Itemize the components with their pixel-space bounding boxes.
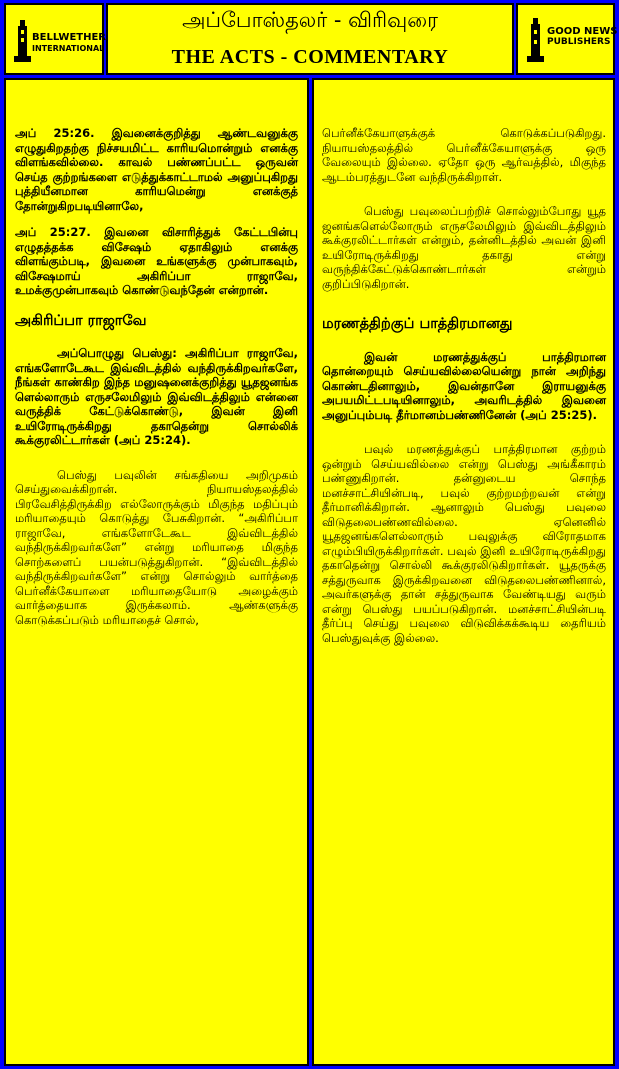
commentary-paragraph-2: பெர்னீக்கேயாளுக்குக் கொடுக்கப்படுகிறது. நியாயஸ்தலத்தில் பெர்னீக்கேயாளுக்கு ஒரு வேலையும் இல்லை. ஏதோ ஒரு ஆர்வத்தில், மிகுந்த ஆடம்பரத்துடனே வந்திருக்கிறாள். xyxy=(322,126,606,184)
verse-25-26: அப் 25:26. இவனைக்குறித்து ஆண்டவனுக்கு எழுதுகிறதற்கு நிச்சயமிட்ட காரியமொன்றும் எனக்கு விளங்கவில்லை. காவல் பண்ணப்பட்ட ஒருவன் செய்த குற்றங்களை எடுத்துக்காட்டாமல் அனுப்புகிறது புத்தியீனமான காரியமென்று எனக்குத் தோன்றுகிறபடியினாலே, xyxy=(15,126,298,213)
section-heading-agrippa: அகிரிப்பா ராஜாவே xyxy=(15,312,147,329)
verse-25-27: அப் 25:27. இவனை விசாரித்துக் கேட்டபின்பு எழுதத்தக்க விசேஷம் ஏதாகிலும் எனக்கு விளங்கும்படி, இவனை உங்களுக்கு முன்பாகவும், விசேஷமாய் அகிரிப்பா ராஜாவே, உமக்குமுன்பாகவும் கொண்டுவந்தேன் என்றான். xyxy=(15,225,298,297)
bellwether-logo-icon xyxy=(12,20,34,62)
verse-25-25: இவன் மரணத்துக்குப் பாத்திரமான தொன்றையும் செய்யவில்லையென்று நான் அறிந்து கொண்டதினாலும், இவன்தானே இராயனுக்கு அபயமிட்டபடியினாலும், அவரிடத்தில் இவனை அனுப்பும்படி தீர்மானம்பண்ணினேன் (அப் 25:25). xyxy=(322,349,606,422)
commentary-paragraph-3: பெஸ்து பவுலைப்பற்றிச் சொல்லும்போது யூத ஜனங்களெல்லோரும் எருசலேமிலும் இவ்விடத்திலும் கூக்குரலிட்டார்கள் என்றும், தன்னிடத்தில் அவன் இனி உயிரோடிருக்கிறது தகாது என்று வருந்திக்கேட்டுக்கொண்டார்கள் என்றும் குறிப்பிடுகிறான். xyxy=(322,204,606,291)
title-tamil: அப்போஸ்தலர் - விரிவுரை xyxy=(182,8,438,32)
right-logo-line1: GOOD NEWS xyxy=(547,26,618,37)
right-logo-text xyxy=(547,26,617,48)
title-english: THE ACTS - COMMENTARY xyxy=(171,46,449,68)
good-news-logo-icon xyxy=(526,18,546,62)
left-column xyxy=(15,126,298,639)
section-heading-death: மரணத்திற்குப் பாத்திரமானது xyxy=(322,316,513,332)
right-logo-line2: PUBLISHERS xyxy=(547,37,611,47)
right-column xyxy=(322,126,606,657)
commentary-paragraph-1: பெஸ்து பவுலின் சங்கதியை அறிமுகம் செய்துவைக்கிறான். நியாயஸ்தலத்தில் பிரவேசித்திருக்கிற எல்லோருக்கும் மிகுந்த மதிப்பும் மரியாதையும் கொடுத்து பேசுகிறான். “அகிரிப்பா ராஜாவே, எங்களோடேகூட இவ்விடத்தில் வந்திருக்கிறவர்களே” என்று மரியாதை மிகுந்த சொற்களைப் பயன்படுத்துகிறான். “இவ்விடத்தில் வந்திருக்கிறவர்களே” என்று சொல்லும் வார்த்தை பெர்னீக்கேயாளை மரியாதையோடு அழைக்கும் வார்த்தையாக இருக்கலாம். ஆண்களுக்கு கொடுக்கப்படும் மரியாதைச் சொல், xyxy=(15,467,298,627)
verse-25-24: அப்பொழுது பெஸ்து: அகிரிப்பா ராஜாவே, எங்களோடேகூட இவ்விடத்தில் வந்திருக்கிறவர்களே, நீங்கள் காண்கிற இந்த மனுஷனைக்குறித்து யூதஜனங்க ளெல்லாரும் எருசலேமிலும் இவ்விடத்திலும் என்னை வருத்திக் கேட்டுக்கொண்டு, இவன் இனி உயிரோடிருக்கிறது தகாதென்று சொல்லிக் கூக்குரலிட்டார்கள் (அப் 25:24). xyxy=(15,346,298,447)
left-logo-line1: BELLWETHER xyxy=(32,32,107,43)
commentary-paragraph-4: பவுல் மரணத்துக்குப் பாத்திரமான குற்றம் ஒன்றும் செய்யவில்லை என்று பெஸ்து அங்கீகாரம் பண்ணுகிறான். தன்னுடைய சொந்த மனச்சாட்சியின்படி, பவுல் குற்றமற்றவன் என்று தீர்மானிக்கிறான். ஆனாலும் பெஸ்து பவுலை விடுதலைபண்ணவில்லை. ஏனெனில் யூதஜனங்களெல்லாரும் பவுலுக்கு விரோதமாக எழும்பியிருக்கிறார்கள். பவுல் இனி உயிரோடிருக்கிறது தகாதென்று சொல்லி கூக்குரலிடுகிறார்கள். யூதருக்கு சத்துருவாக இருக்கிறவனை விடுதலைபண்ணினால், அவர்களுக்கு தான் சத்துருவாக வேண்டியது வரும் என்று பெஸ்து பயப்படுகிறான். மனச்சாட்சியின்படி தீர்ப்பு செய்து பவுலை விடுவிக்கக்கூடிய தைரியம் பெஸ்துவுக்கு இல்லை. xyxy=(322,442,606,645)
left-logo-text xyxy=(32,32,106,54)
left-logo-line2: INTERNATIONAL xyxy=(32,44,105,53)
